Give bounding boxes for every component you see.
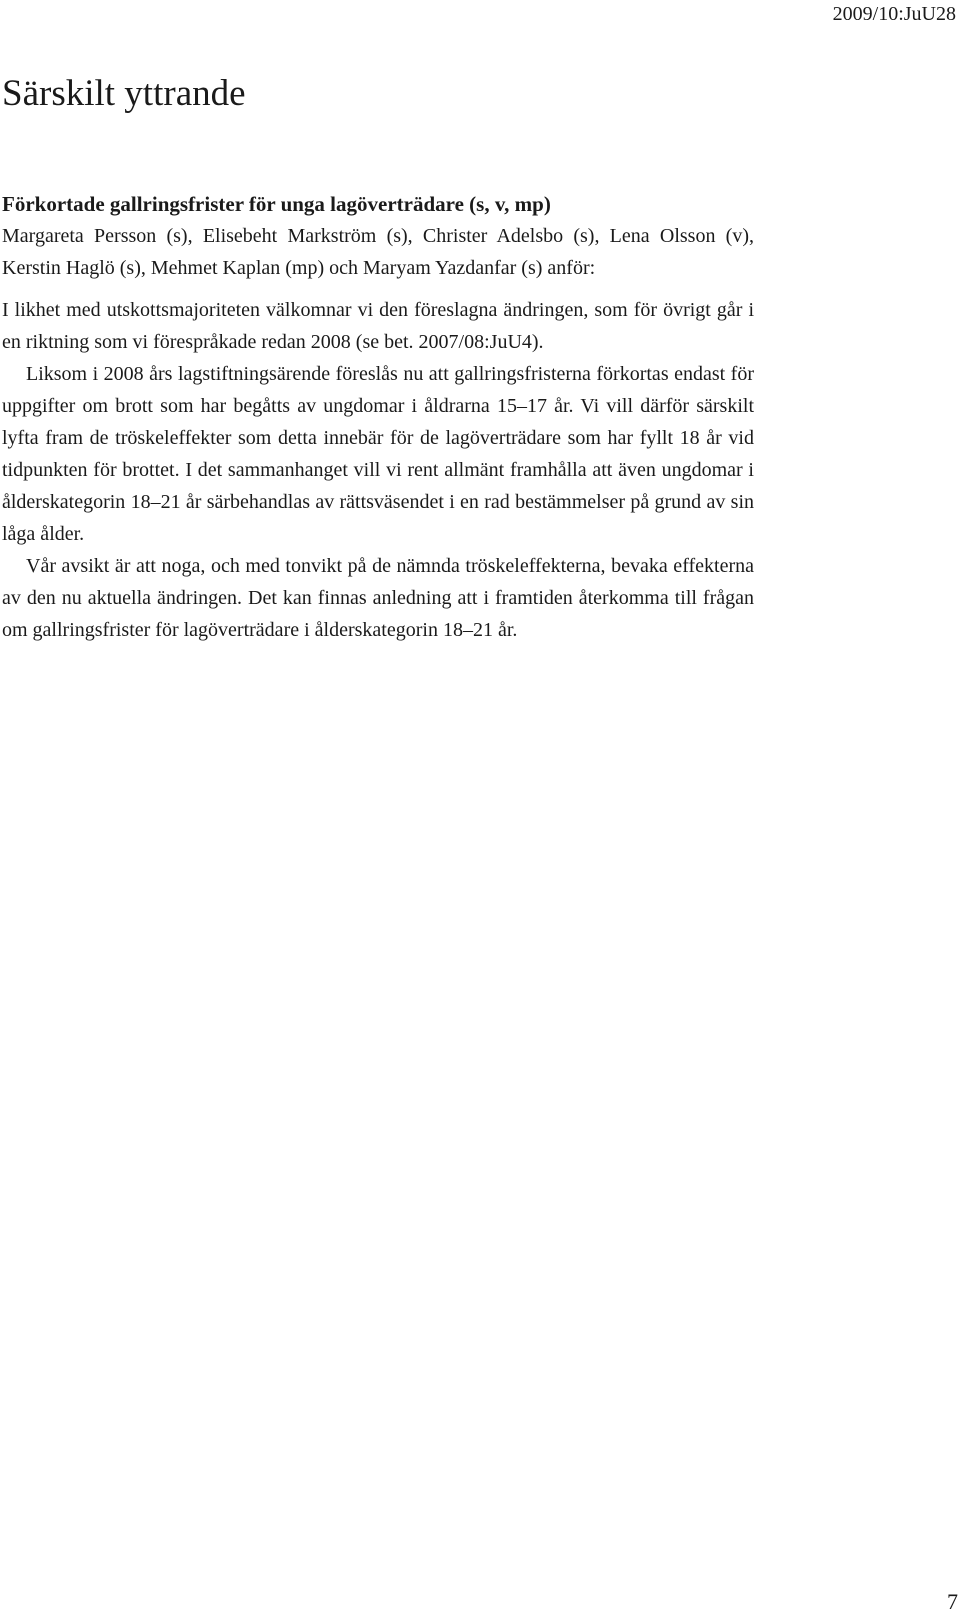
statement-title: Förkortade gallringsfrister för unga lagöverträdare (s, v, mp) [2,192,551,216]
paragraph: I likhet med utskottsmajoriteten välkomnar vi den föreslagna ändringen, som för övrigt går i en riktning som vi förespråkade redan 2008 (se bet. 2007/08:JuU4). [2,299,754,353]
paragraph: Vår avsikt är att noga, och med tonvikt på de nämnda tröskeleffekterna, bevaka effekterna av den nu aktuella ändringen. Det kan finnas anledning att i framtiden återkomma till frågan om gallringsfrister för lagöverträdare i ålderskategorin 18–21 år. [2,555,754,641]
paragraph: Liksom i 2008 års lagstiftningsärende föreslås nu att gallringsfristerna förkortas endast för uppgifter om brott som har begåtts av ungdomar i åldrarna 15–17 år. Vi vill därför särskilt lyfta fram de tröskeleffekter som detta innebär för de lagöverträdare som har fyllt 18 år vid tidpunkten för brottet. I det sammanhanget vill vi rent allmänt framhålla att även ungdomar i ålderskategorin 18–21 år särbehandlas av rättsväsendet i en rad bestämmelser på grund av sin låga ålder. [2,363,754,545]
section-title: Särskilt yttrande [2,73,246,114]
document-reference: 2009/10:JuU28 [832,3,956,25]
statement-authors: Margareta Persson (s), Elisebeht Markström (s), Christer Adelsbo (s), Lena Olsson (v), Kerstin Haglö (s), Mehmet Kaplan (mp) och Maryam Yazdanfar (s) anför: [2,225,754,279]
statement-body [2,188,754,646]
page-number: 7 [947,1589,958,1614]
